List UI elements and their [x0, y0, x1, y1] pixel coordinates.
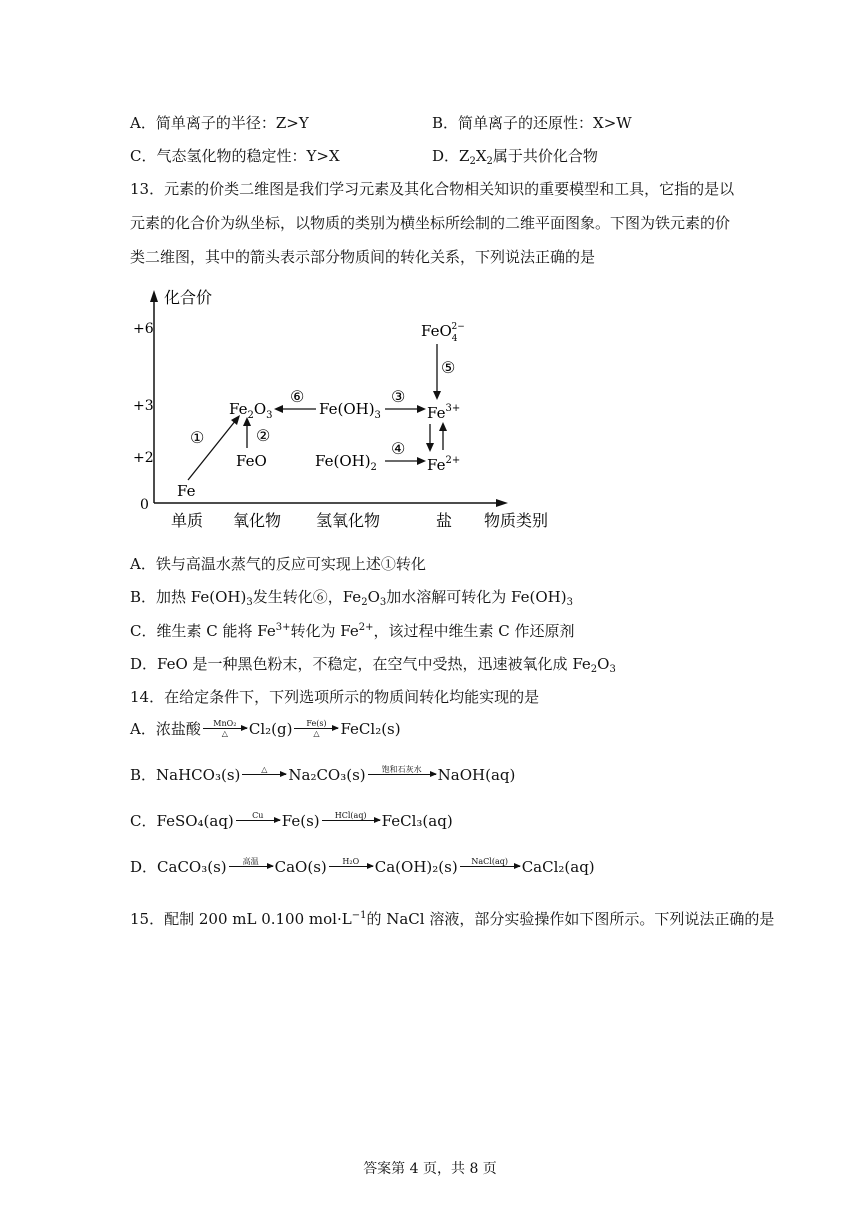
q14-option-c: C． FeSO₄(aq) Cu Fe(s) HCl(aq) FeCl₃(aq): [130, 811, 453, 830]
q14-option-a: A． 浓盐酸 MnO₂ △ Cl₂(g) Fe(s) △ FeCl₂(s): [130, 719, 401, 738]
arrow-4-head: [417, 457, 426, 465]
reaction-arrow: H₂O: [329, 857, 373, 876]
q14-option-b: B． NaHCO₃(s) △ Na₂CO₃(s) 饱和石灰水 NaOH(aq): [130, 765, 516, 784]
x-axis-arrowhead: [496, 499, 508, 507]
marker-1: ①: [190, 428, 205, 447]
reaction-arrow: 饱和石灰水: [368, 765, 436, 784]
arrow-3-head: [417, 405, 426, 413]
reaction-arrow: MnO₂ △: [203, 719, 247, 738]
marker-2: ②: [256, 426, 271, 445]
q13-stem-line2: 元素的化合价为纵坐标，以物质的类别为横坐标所绘制的二维平面图象。下图为铁元素的价: [130, 214, 731, 232]
marker-5: ⑤: [441, 358, 456, 377]
q13-stem-line1: 13．元素的价类二维图是我们学习元素及其化合物相关知识的重要模型和工具，它指的是以: [130, 180, 735, 198]
reaction-arrow: △: [242, 765, 286, 784]
y-axis-arrowhead: [150, 290, 158, 302]
arrow-fe3-to-fe2-head: [426, 443, 434, 452]
arrow-5-head: [433, 391, 441, 400]
arrow-6-head: [274, 405, 283, 413]
species-feoh2: $Fe(OH)_2$: [315, 452, 377, 473]
x-label-salt: 盐: [436, 511, 453, 530]
x-label-element: 单质: [171, 511, 204, 530]
y-tick-plus2: +2: [133, 450, 154, 466]
q12-option-c: C．气态氢化物的稳定性：Y>X: [130, 147, 340, 165]
q14-option-d: D． CaCO₃(s) 高温 CaO(s) H₂O Ca(OH)₂(s) NaCl(aq) CaCl₂(aq): [130, 857, 595, 876]
q13-stem-line3: 类二维图，其中的箭头表示部分物质间的转化关系，下列说法正确的是: [130, 248, 596, 266]
q12-option-b: B．简单离子的还原性：X>W: [432, 114, 632, 132]
marker-4: ④: [391, 439, 406, 458]
x-label-hydroxide: 氢氧化物: [316, 511, 381, 530]
reaction-arrow: Fe(s) △: [294, 719, 338, 738]
q14-stem: 14．在给定条件下，下列选项所示的物质间转化均能实现的是: [130, 688, 540, 706]
marker-3: ③: [391, 387, 406, 406]
x-label-oxide: 氧化物: [233, 511, 282, 530]
reaction-arrow: 高温: [229, 857, 273, 876]
arrow-fe2-to-fe3-head: [439, 422, 447, 431]
species-fe2o3: $Fe_2O_3$: [229, 400, 273, 421]
reaction-arrow: NaCl(aq): [460, 857, 520, 876]
iron-valence-category-diagram: [0, 0, 860, 560]
y-axis-title: 化合价: [164, 288, 213, 307]
q13-option-a: A．铁与高温水蒸气的反应可实现上述①转化: [130, 555, 426, 573]
q12-option-d: D．$Z_2X_2$属于共价化合物: [432, 147, 598, 167]
q13-option-d: D．FeO 是一种黑色粉末，不稳定，在空气中受热，迅速被氧化成 $Fe_2O_3$: [130, 655, 616, 675]
species-ferrate: FeO$_4$2−: [421, 322, 465, 344]
species-fe2plus: $Fe^{2+}$: [427, 455, 461, 474]
species-feoh3: $Fe(OH)_3$: [319, 400, 381, 421]
reaction-arrow: HCl(aq): [322, 811, 380, 830]
q12-option-a: A．简单离子的半径：Z>Y: [130, 114, 309, 132]
y-tick-plus6: +6: [133, 321, 154, 337]
species-feo: FeO: [236, 452, 267, 470]
q13-option-c: C．维生素 C 能将 $Fe^{3+}$转化为 $Fe^{2+}$，该过程中维生素 C 作还原剂: [130, 622, 575, 640]
q15-stem: 15．配制 200 mL 0.100 $mol\cdot L^{-1}$的 NaCl 溶液，部分实验操作如下图所示。下列说法正确的是: [130, 910, 775, 928]
marker-6: ⑥: [290, 387, 305, 406]
q13-option-b: B．加热 $Fe(OH)_3$发生转化⑥，$Fe_2O_3$加水溶解可转化为 $Fe(OH)_3$: [130, 588, 573, 608]
page-footer: 答案第 4 页，共 8 页: [363, 1161, 497, 1177]
reaction-arrow: Cu: [236, 811, 280, 830]
y-tick-zero: 0: [140, 497, 149, 513]
x-label-substance-category: 物质类别: [484, 511, 549, 530]
species-fe3plus: $Fe^{3+}$: [427, 403, 461, 422]
species-fe: Fe: [177, 482, 196, 500]
y-tick-plus3: +3: [133, 398, 154, 414]
